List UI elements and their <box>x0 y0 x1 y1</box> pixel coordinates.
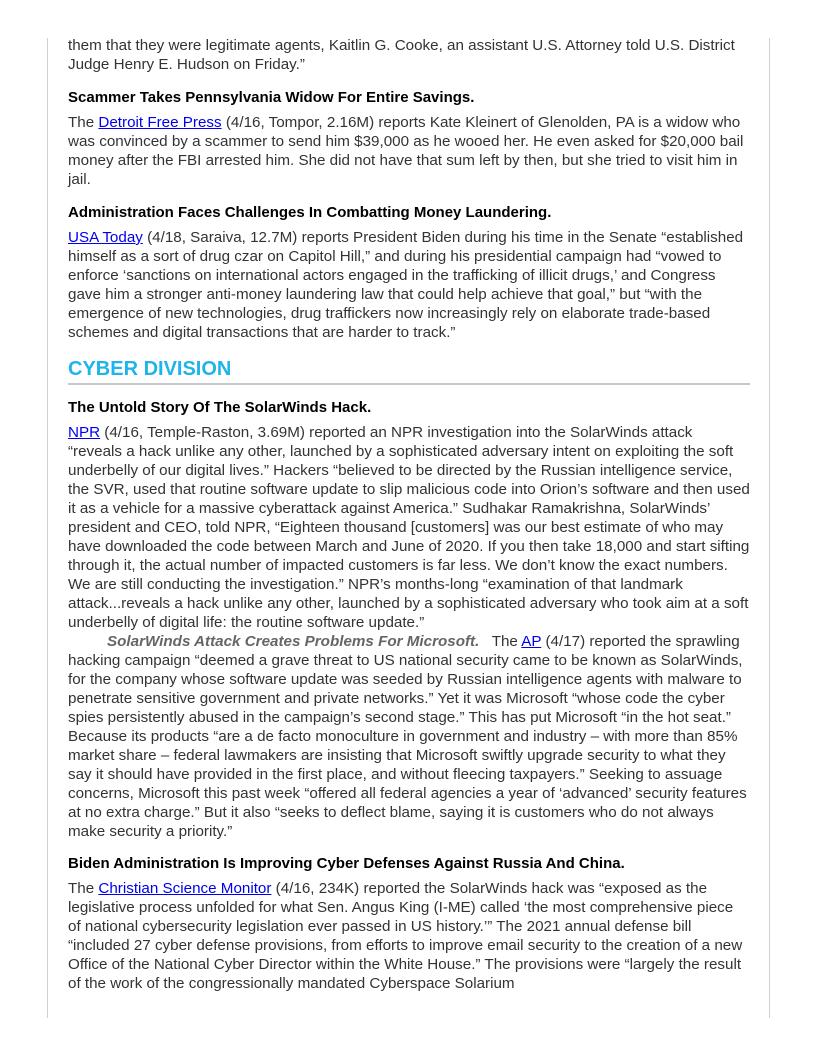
sub-article-paragraph <box>68 632 750 841</box>
section-title-cyber-division: CYBER DIVISION <box>68 356 750 385</box>
source-link-ap[interactable]: AP <box>521 633 542 650</box>
article-paragraph <box>68 423 750 632</box>
article-headline: Scammer Takes Pennsylvania Widow For Entire Savings. <box>68 89 475 106</box>
text: The <box>479 633 522 650</box>
text: (4/18, Saraiva, 12.7M) reports President Biden during his time in the Senate “established himself as a sort of drug czar on Capitol Hill,” and during his presidential campaign had “vowed to enforce ‘sanctions on international actors engaged in the trafficking of illicit drugs,’ and Congress gave him a stronger anti-money laundering law that could help achieve that goal,” but “with the emergence of new technologies, drug traffickers now increasingly rely on elaborate trade-based schemes and digital transactions that are harder to track.” <box>68 229 744 341</box>
article-headline: The Untold Story Of The SolarWinds Hack. <box>68 399 372 416</box>
text: (4/16, Temple-Raston, 3.69M) reported an NPR investigation into the SolarWinds attack “reveals a hack unlike any other, launched by a sophisticated adversary intent on exploiting the soft underbelly of our digital lives.” Hackers “believed to be directed by the Russian intelligence service, the SVR, used that routine software update to slip malicious code into Orion’s software and then used it as a vehicle for a massive cyberattack against America.” Sudhakar Ramakrishna, SolarWinds’ president and CEO, told NPR, “Eighteen thousand [customers] was our best estimate of who may have downloaded the code between March and June of 2020. If you then take 18,000 and start sifting through it, the actual number of impacted customers is far less. We don’t know the exact numbers. We are still conducting the investigation.” NPR’s months-long “examination of that landmark attack...reveals a hack unlike any other, launched by a sophisticated adversary who took aim at a soft underbelly of digital life: the routine software update.” <box>68 424 750 631</box>
text: (4/17) reported the sprawling hacking campaign “deemed a grave threat to US national security came to be known as SolarWinds, for the company whose software update was seeded by Russian intelligence agents with malware to penetrate sensitive government and private networks.” Yet it was Microsoft “whose code the cyber spies persistently abused in the campaign’s second stage.” This has put Microsoft “in the hot seat.” Because its products “are a de facto monoculture in government and industry – with more than 85% market share – federal lawmakers are insisting that Microsoft swiftly upgrade security to what they say it should have provided in the first place, and without fleecing taxpayers.” Seeking to assuage concerns, Microsoft this past week “offered all federal agencies a year of ‘advanced’ security features at no extra charge.” But it also “seeks to deflect blame, saying it is customers who do not always make security a priority.” <box>68 633 747 840</box>
article-paragraph <box>68 113 750 189</box>
text: The <box>68 114 99 131</box>
source-link-christian-science-monitor[interactable]: Christian Science Monitor <box>98 880 272 897</box>
article-headline: Biden Administration Is Improving Cyber Defenses Against Russia And China. <box>68 855 625 872</box>
source-link-npr[interactable]: NPR <box>68 424 101 441</box>
sub-article-headline: SolarWinds Attack Creates Problems For Microsoft. <box>107 633 480 650</box>
intro-paragraph: them that they were legitimate agents, Kaitlin G. Cooke, an assistant U.S. Attorney told U.S. District Judge Henry E. Hudson on Friday.” <box>68 37 735 73</box>
source-link-usa-today[interactable]: USA Today <box>68 229 143 246</box>
source-link-detroit-free-press[interactable]: Detroit Free Press <box>98 114 222 131</box>
article-paragraph <box>68 228 750 342</box>
text: (4/16, 234K) reported the SolarWinds hack was “exposed as the legislative process unfolded for what Sen. Angus King (I-ME) called ‘the most comprehensive piece of national cybersecurity legislation ever passed in US history.’” The 2021 annual defense bill “included 27 cyber defense provisions, from efforts to improve email security to the creation of a new Office of the National Cyber Director within the White House.” The provisions were “largely the result of the work of the congressionally mandated Cyberspace Solarium <box>68 880 743 992</box>
document-body <box>68 36 750 993</box>
article-paragraph <box>68 879 750 993</box>
text: (4/16, Tompor, 2.16M) reports Kate Kleinert of Glenolden, PA is a widow who was convinced by a scammer to send him $39,000 as he wooed her. He even asked for $20,000 bail money after the FBI arrested him. She did not have that sum left by then, but she tried to visit him in jail. <box>68 114 744 188</box>
article-headline: Administration Faces Challenges In Combatting Money Laundering. <box>68 204 552 221</box>
text: The <box>68 880 99 897</box>
